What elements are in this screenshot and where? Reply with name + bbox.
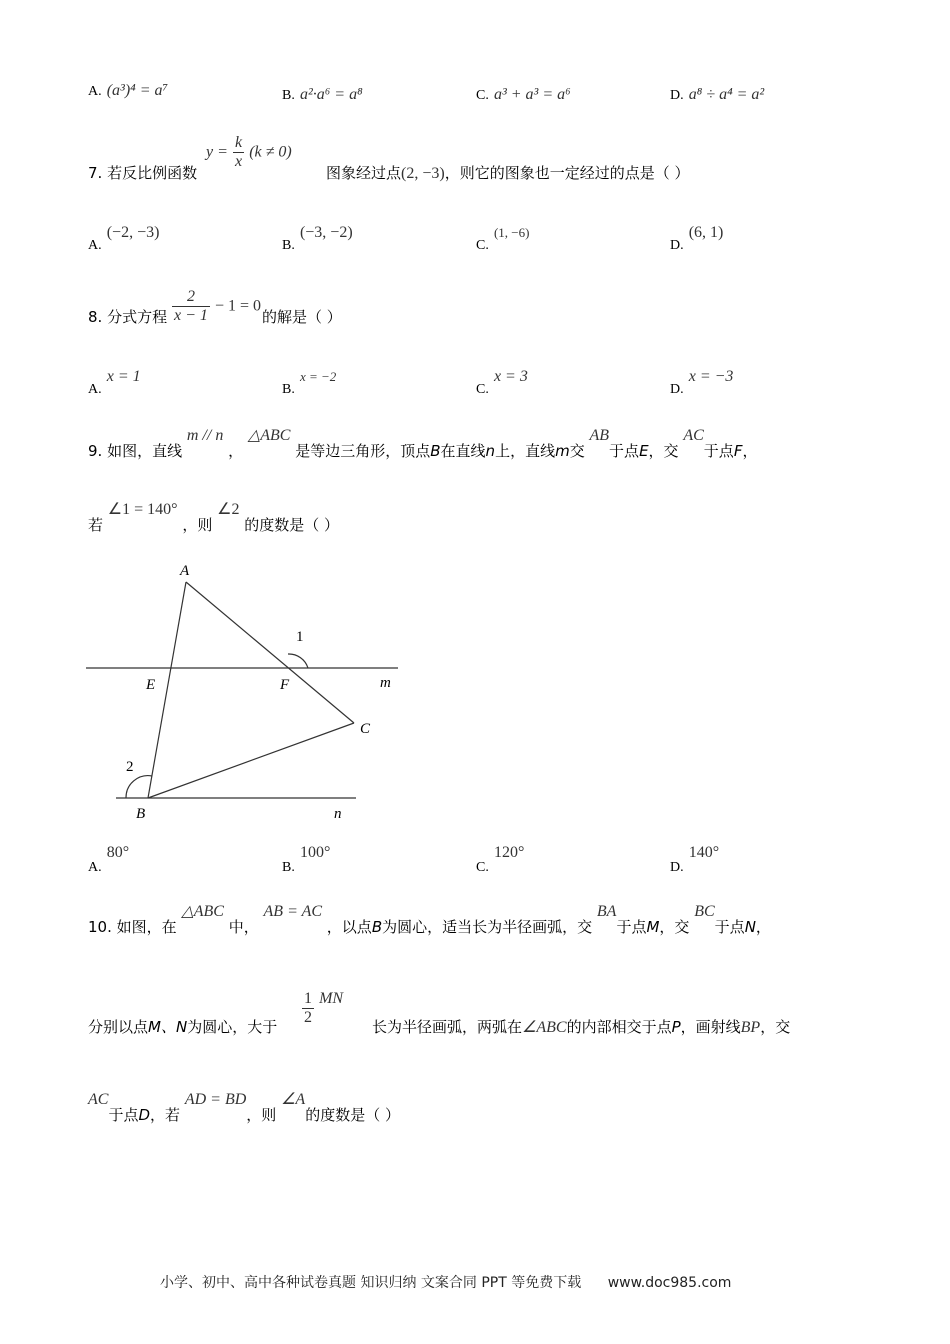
q10-var: P bbox=[671, 1018, 681, 1036]
q7-stem-mid bbox=[326, 162, 689, 183]
label-c: C bbox=[360, 721, 371, 737]
q10-text: ，交 bbox=[659, 918, 690, 936]
q9-line-1 bbox=[88, 427, 758, 461]
q8-prefix: 8. 分式方程 bbox=[88, 308, 168, 326]
segment-bc bbox=[148, 723, 354, 798]
option-expr: (−2, −3) bbox=[106, 224, 160, 241]
option-letter: B. bbox=[282, 238, 295, 253]
q10-equal-sides: AB = AC bbox=[263, 903, 323, 920]
option-letter: A. bbox=[88, 238, 102, 253]
q8-tail: − 1 = 0 bbox=[215, 297, 262, 315]
q10-text: 于点 bbox=[108, 1106, 139, 1124]
q9-text: 是等边三角形，顶点 bbox=[295, 442, 431, 460]
q8-option-c bbox=[476, 366, 528, 397]
q6-option-c bbox=[476, 84, 571, 104]
q10-line-1 bbox=[88, 903, 771, 937]
q10-line-2 bbox=[88, 1016, 277, 1037]
q10-var: M bbox=[646, 918, 660, 936]
q8-option-b bbox=[282, 366, 337, 397]
q10-segment: BA bbox=[596, 903, 617, 920]
q9-text: 于点 bbox=[609, 442, 640, 460]
q9-triangle: △ABC bbox=[247, 427, 291, 444]
q9-segment: AC bbox=[683, 427, 704, 444]
option-expr: (1, −6) bbox=[493, 225, 530, 240]
q7-mid: 图象经过点 bbox=[326, 164, 402, 182]
q10-text: 的度数是（ ） bbox=[305, 1106, 400, 1124]
q10-text: 于点 bbox=[714, 918, 745, 936]
fraction-numerator: 1 bbox=[304, 990, 312, 1007]
q10-ad-bd: AD = BD bbox=[184, 1091, 247, 1108]
q10-text: 长为半径画弧，两弧在 bbox=[372, 1018, 523, 1036]
option-expr: 80° bbox=[106, 844, 130, 861]
q7-suffix: ，则它的图象也一定经过的点是（ ） bbox=[444, 164, 690, 182]
q10-text: 10. 如图，在 bbox=[88, 918, 177, 936]
q9-segment: AB bbox=[589, 427, 610, 444]
label-n: n bbox=[334, 806, 342, 822]
q6-option-a bbox=[88, 80, 168, 100]
q10-text: ，画射线 bbox=[680, 1018, 741, 1036]
option-expr: 100° bbox=[299, 844, 331, 861]
fraction-denominator: x − 1 bbox=[174, 306, 208, 324]
q7-option-b bbox=[282, 222, 353, 253]
q10-segment: AC bbox=[88, 1091, 109, 1108]
q7-stem bbox=[88, 162, 197, 183]
q10-text: 的内部相交于点 bbox=[566, 1018, 672, 1036]
q10-ray: BP bbox=[740, 1019, 761, 1036]
option-letter: A. bbox=[88, 382, 102, 397]
option-expr: (a³)⁴ = a⁷ bbox=[106, 82, 169, 99]
label-m: m bbox=[380, 675, 391, 691]
option-letter: B. bbox=[282, 860, 295, 875]
q9-text: 若 bbox=[88, 516, 104, 534]
q8-option-a bbox=[88, 366, 141, 397]
q9-text: 9. 如图，直线 bbox=[88, 442, 183, 460]
option-letter: A. bbox=[88, 860, 102, 875]
option-letter: C. bbox=[476, 238, 489, 253]
q9-option-d bbox=[670, 842, 720, 875]
q9-parallel: m // n bbox=[186, 427, 224, 444]
q10-var: M、N bbox=[148, 1018, 188, 1036]
q9-text: 于点 bbox=[703, 442, 734, 460]
q7-prefix: 7. 若反比例函数 bbox=[88, 164, 198, 182]
q10-mn: MN bbox=[319, 989, 344, 1007]
q10-text: 分别以点 bbox=[88, 1018, 149, 1036]
option-letter: C. bbox=[476, 88, 489, 103]
q8-prefix-wrap bbox=[88, 306, 167, 327]
option-expr: x = −3 bbox=[688, 368, 734, 385]
q10-text: ，若 bbox=[150, 1106, 181, 1124]
q6-option-b bbox=[282, 84, 363, 104]
fraction-denominator: 2 bbox=[304, 1008, 312, 1026]
label-angle-1: 1 bbox=[296, 629, 304, 645]
q8-suffix-wrap bbox=[262, 306, 342, 327]
q9-option-c bbox=[476, 842, 525, 875]
q9-text: ，则 bbox=[182, 516, 213, 534]
option-letter: C. bbox=[476, 860, 489, 875]
q9-var: F bbox=[733, 442, 743, 460]
q10-text: ，则 bbox=[246, 1106, 277, 1124]
option-letter: D. bbox=[670, 860, 684, 875]
q7-function: y = $\frac{k}{x}$ (k ≠ 0) bbox=[206, 134, 292, 170]
q10-angle: ∠ABC bbox=[522, 1019, 567, 1036]
q10-text: ，交 bbox=[760, 1018, 791, 1036]
q8-equation bbox=[172, 288, 261, 324]
option-expr: x = 3 bbox=[493, 368, 528, 385]
q9-angle2: ∠2 bbox=[217, 501, 240, 518]
q9-var: n bbox=[485, 442, 496, 460]
q9-var: B bbox=[430, 442, 441, 460]
option-letter: D. bbox=[670, 88, 684, 103]
fraction-denominator: x bbox=[235, 152, 243, 170]
label-a: A bbox=[180, 563, 190, 579]
q9-option-b bbox=[282, 842, 331, 875]
q10-segment: BC bbox=[694, 903, 715, 920]
option-expr: a²·a⁶ = a⁸ bbox=[299, 86, 363, 103]
q10-text: ， bbox=[755, 918, 771, 936]
q9-text: ， bbox=[742, 442, 758, 460]
option-expr: 140° bbox=[688, 844, 720, 861]
q10-text: 为圆心，大于 bbox=[187, 1018, 278, 1036]
q10-text: 于点 bbox=[616, 918, 647, 936]
label-b: B bbox=[136, 806, 146, 822]
q10-text: 为圆心，适当长为半径画弧，交 bbox=[382, 918, 593, 936]
option-letter: A. bbox=[88, 84, 102, 99]
option-letter: B. bbox=[282, 382, 295, 397]
option-letter: B. bbox=[282, 88, 295, 103]
q10-triangle: △ABC bbox=[181, 903, 224, 920]
q10-text: ，以点 bbox=[326, 918, 372, 936]
q7-option-c bbox=[476, 222, 530, 253]
label-angle-2: 2 bbox=[126, 759, 134, 775]
option-expr: (−3, −2) bbox=[299, 224, 353, 241]
q7-point: (2, −3) bbox=[401, 165, 445, 182]
fraction-numerator: 2 bbox=[172, 288, 210, 307]
footer-url: www.doc985.com bbox=[607, 1275, 732, 1291]
q10-var: B bbox=[371, 918, 383, 936]
q9-angle1: ∠1 = 140° bbox=[107, 501, 178, 518]
q10-text: 中， bbox=[228, 918, 259, 936]
label-e: E bbox=[146, 677, 156, 693]
q7-func-tail: (k ≠ 0) bbox=[249, 143, 292, 161]
q10-half-mn bbox=[302, 990, 343, 1026]
fraction-numerator: k bbox=[235, 134, 243, 151]
q10-line-2b bbox=[372, 1016, 790, 1037]
q9-text: ，交 bbox=[648, 442, 679, 460]
q8-suffix: 的解是（ ） bbox=[262, 308, 342, 326]
q10-line-3 bbox=[88, 1091, 400, 1125]
q10-var: N bbox=[744, 918, 756, 936]
q9-text: ， bbox=[228, 442, 244, 460]
q9-var: m bbox=[555, 442, 570, 460]
option-expr: 120° bbox=[493, 844, 525, 861]
option-expr: x = −2 bbox=[299, 369, 337, 384]
q6-option-d bbox=[670, 84, 764, 104]
q7-option-a bbox=[88, 222, 160, 253]
q9-text: 的度数是（ ） bbox=[244, 516, 340, 534]
option-letter: C. bbox=[476, 382, 489, 397]
footer-text: 小学、初中、高中各种试卷真题 知识归纳 文案合同 PPT 等免费下载 bbox=[160, 1275, 582, 1291]
option-expr: a⁸ ÷ a⁴ = a² bbox=[688, 86, 765, 103]
option-expr: x = 1 bbox=[106, 368, 141, 385]
q9-option-a bbox=[88, 842, 130, 875]
option-expr: a³ + a³ = a⁶ bbox=[493, 86, 571, 103]
footer bbox=[160, 1272, 731, 1292]
q10-half-fraction bbox=[302, 990, 314, 1026]
q8-fraction bbox=[172, 288, 210, 324]
option-expr: (6, 1) bbox=[688, 224, 724, 241]
q9-line-2 bbox=[88, 501, 340, 535]
option-letter: D. bbox=[670, 382, 684, 397]
q10-var: D bbox=[138, 1106, 151, 1124]
q7-option-d bbox=[670, 222, 724, 253]
label-f: F bbox=[280, 677, 290, 693]
q7-fraction bbox=[233, 134, 244, 170]
q9-var: E bbox=[639, 442, 649, 460]
q8-option-d bbox=[670, 366, 734, 397]
q10-angle-a: ∠A bbox=[281, 1091, 306, 1108]
q9-text: 上，直线 bbox=[495, 442, 556, 460]
option-letter: D. bbox=[670, 238, 684, 253]
angle-1-arc bbox=[288, 654, 308, 668]
segment-ac bbox=[186, 582, 354, 723]
q9-figure bbox=[80, 555, 410, 830]
q9-text: 在直线 bbox=[440, 442, 486, 460]
q9-text: 交 bbox=[569, 442, 585, 460]
